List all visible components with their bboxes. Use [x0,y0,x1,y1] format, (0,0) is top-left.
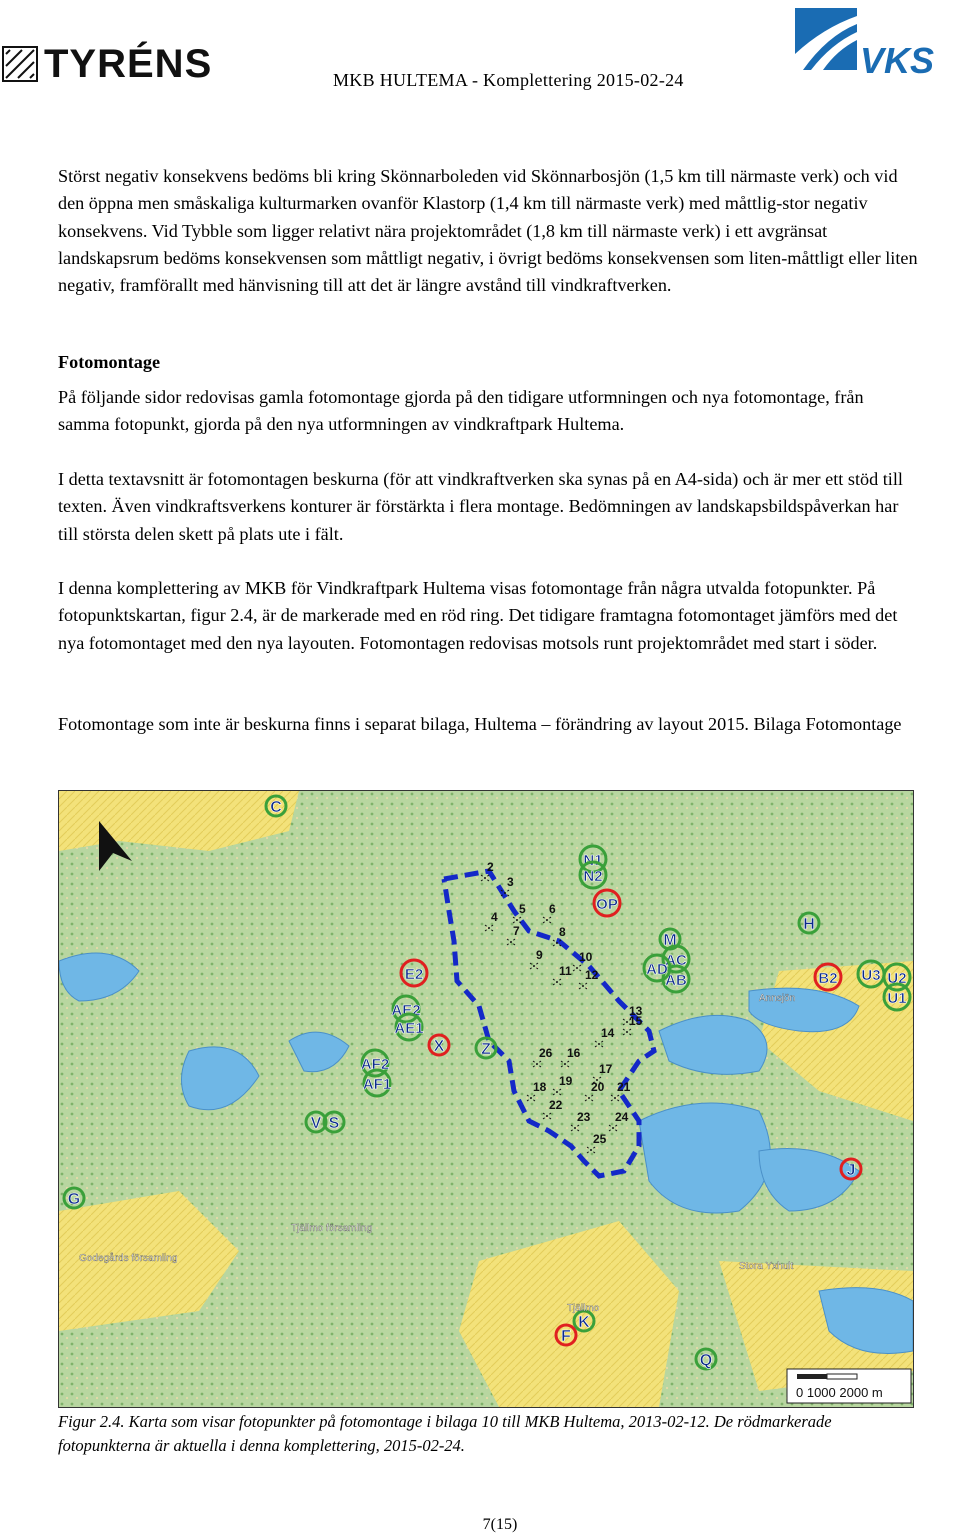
photopoint-label-H: H [803,916,815,933]
photopoint-label-J: J [846,1162,856,1179]
vks-logo-text: VKS [860,40,935,81]
paragraph-intro: På följande sidor redovisas gamla fotomontage gjorda på den tidigare utformningen och nya fotomontage, från samma fotopunkt, gjorda på den nya utformningen av vindkraftpark Hultema. [58,387,864,435]
turbine-label-9: 9 [536,948,543,962]
turbine-label-13: 13 [629,1004,643,1018]
document-title: MKB HULTEMA - Komplettering 2015-02-24 [333,70,684,90]
photopoint-label-C: C [270,799,282,816]
paragraph-cropped: I detta textavsnitt är fotomontagen beskurna (för att vindkraftverken ska synas på en A4-sida) och är mer ett stöd till texten. Även vindkraftsverkens konturer är förstärkta i flera montage. Bedömningen av landskapsbildspåverkan har till största delen skett på plats ute i fält. [58,469,903,544]
turbine-label-21: 21 [617,1080,631,1094]
turbine-label-22: 22 [549,1098,563,1112]
photopoint-label-U3: U3 [861,967,881,984]
tyrens-mark-icon [2,46,38,82]
photopoint-label-AF1: AF1 [362,1076,392,1093]
paragraph-consequence: Störst negativ konsekvens bedöms bli kring Skönnarboleden vid Skönnarbosjön (1,5 km till närmaste verk) och vid den öppna men småskaliga kulturmarken ovanför Klastorp (1,4 km till närmaste verk) med måttlig-stor negativ konsekvens. Vid Tybble som ligger relativt nära projektområdet (1,8 km till närmaste verk) i ett avgränsat landskapsrum bedöms konsekvensen som måttligt negativ, i övrigt bedöms konsekvensen som liten-måttligt eller liten negativ, framförallt med hänvisning till att det är längre avstånd till vindkraftverken. [58,166,918,296]
place-label: Stora Yxhult [739,1261,794,1272]
turbine-label-11: 11 [559,964,572,978]
turbine-label-26: 26 [539,1046,553,1060]
photopoint-label-AB: AB [665,972,687,989]
turbine-label-14: 14 [601,1026,615,1040]
turbine-label-19: 19 [559,1074,573,1088]
photopoint-label-AC: AC [665,952,687,969]
turbine-label-18: 18 [533,1080,547,1094]
turbine-label-3: 3 [507,875,514,889]
turbine-label-2: 2 [487,860,494,874]
photopoint-label-E2: E2 [404,966,424,983]
turbine-label-12: 12 [585,968,599,982]
turbine-label-24: 24 [615,1110,629,1124]
photopoint-label-Z: Z [481,1041,491,1058]
photopoint-label-AE1: AE1 [394,1020,424,1037]
photopoint-label-V: V [310,1115,322,1132]
map-svg [59,791,913,1407]
place-label: Annsjön [759,993,796,1004]
photopoint-label-B2: B2 [818,970,838,987]
photopoint-label-S: S [328,1115,340,1132]
photopoint-label-U1: U1 [887,990,907,1007]
photopoint-label-OP: OP [596,896,618,913]
photopoint-label-N1: N1 [583,852,603,869]
place-label: Godegårds församling [79,1253,178,1264]
page-header [0,0,960,120]
place-label: Tjällmo [567,1303,600,1314]
tyrens-logo-text: TYRÉNS [44,42,213,86]
scale-box [787,1369,911,1403]
photopoint-label-AF2: AF2 [360,1056,390,1073]
photopoint-label-M: M [663,932,677,949]
photopoint-label-Q: Q [699,1352,713,1369]
photopoint-label-U2: U2 [887,970,907,987]
photopoint-label-K: K [578,1314,590,1331]
photopoint-map [58,790,914,1408]
turbine-label-7: 7 [513,924,520,938]
page-number: 7(15) [482,1516,518,1533]
turbine-label-20: 20 [591,1080,605,1094]
photopoint-label-AD: AD [646,961,668,978]
photopoint-label-X: X [433,1038,445,1055]
turbine-label-16: 16 [567,1046,581,1060]
turbine-label-5: 5 [519,902,526,916]
paragraph-supplement: I denna komplettering av MKB för Vindkraftpark Hultema visas fotomontage från några utvalda fotopunkter. På fotopunktskartan, figur 2.4, är de markerade med en röd ring. Det tidigare framtagna fotomontaget jämförs med det nya fotomontaget med den nya layouten. Fotomontagen redovisas motsols runt projektområdet med start i söder. [58,578,898,653]
photopoint-label-AE2: AE2 [391,1002,421,1019]
figure-caption: Figur 2.4. Karta som visar fotopunkter på fotomontage i bilaga 10 till MKB Hultema, 2013-02-12. De rödmarkerade fotopunkterna är aktuella i denna komplettering, 2015-02-24. [58,1412,832,1455]
tyrens-logo [2,44,212,84]
turbine-label-23: 23 [577,1110,591,1124]
photopoint-label-F: F [561,1328,571,1345]
photopoint-label-G: G [67,1191,81,1208]
scale-text: 0 1000 2000 m [796,1385,883,1400]
turbine-label-15: 15 [629,1014,643,1028]
photopoint-label-N2: N2 [583,868,603,885]
place-label: Tjällmo församling [291,1223,373,1234]
turbine-label-4: 4 [491,910,498,924]
turbine-label-8: 8 [559,925,566,939]
turbine-label-25: 25 [593,1132,607,1146]
paragraph-appendix: Fotomontage som inte är beskurna finns i separat bilaga, Hultema – förändring av layout 2015. Bilaga Fotomontage [58,714,902,734]
turbine-label-6: 6 [549,902,556,916]
turbine-label-10: 10 [579,950,593,964]
turbine-label-17: 17 [599,1062,613,1076]
section-heading: Fotomontage [58,352,161,372]
